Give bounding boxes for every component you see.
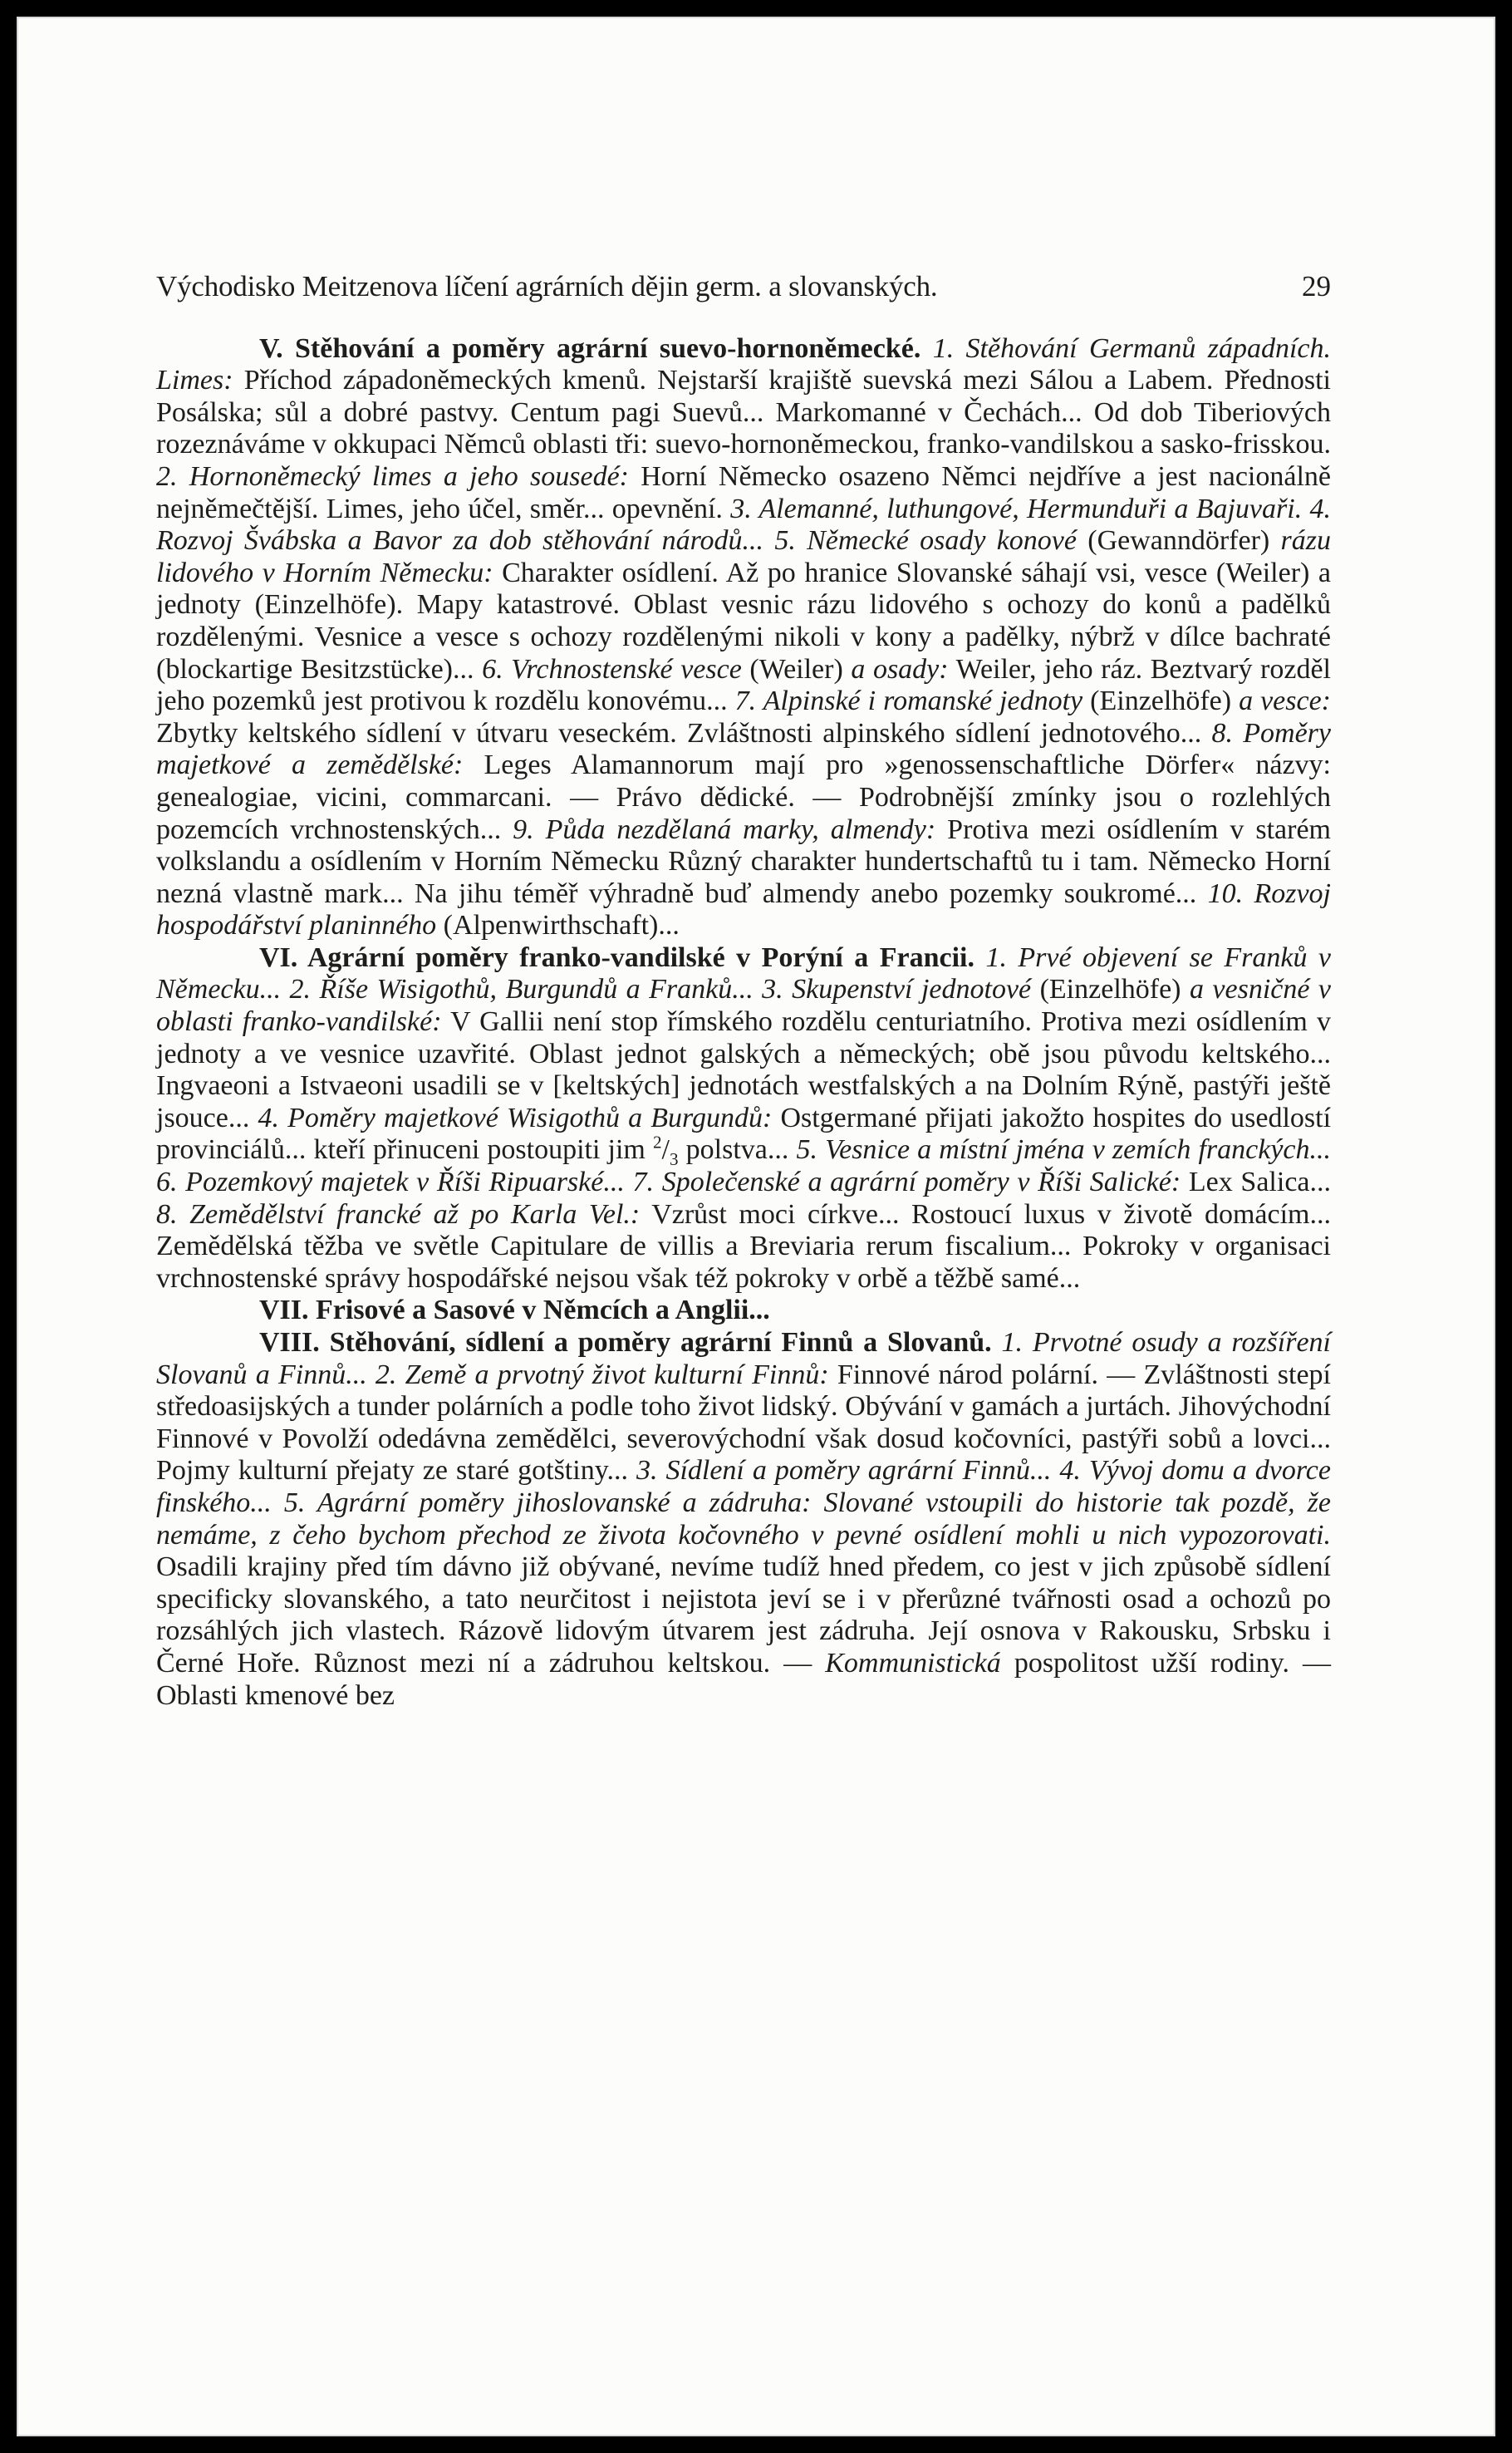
text-run: (Alpenwirthschaft)... bbox=[436, 910, 680, 941]
text-run: Lex Salica... bbox=[1181, 1167, 1331, 1198]
text-run: Weiler, jeho ráz. Beztvarý rozděl jeho pozemků jest protivou k rozdělu konovému... bbox=[156, 653, 1331, 717]
text-run: (Weiler) bbox=[741, 653, 852, 685]
italic-run: 4. Poměry majetkové Wisigothů a Burgundů: bbox=[258, 1102, 773, 1133]
italic-run: 3. Alemanné, luthungové, Hermunduři a Bajuvaři. 4. Rozvoj Švábska a Bavor za dob stěhování národů... 5. Německé osady konové bbox=[156, 493, 1331, 557]
text-run: Vzrůst moci církve... Rostoucí luxus v životě domácím... Zemědělská těžba ve světle Capitulare de villis a Breviaria rerum fiscalium... Pokroky v organisaci vrchnostenské správy hospodářské nejsou však též pokroky v orbě a těžbě samé... bbox=[156, 1198, 1331, 1294]
italic-run: 1. Prvé objevení se Franků v Německu... 2. Říše Wisigothů, Burgundů a Franků... 3. Skupenství jednotové bbox=[156, 941, 1331, 1005]
text-run: Finnové národ polární. — Zvláštnosti stepí středoasijských a tunder polárních a podle toho život lidský. Obývání v gamách a jurtách. Jihovýchodní Finnové v Povolží odedávna zemědělci, severovýchodní však dosud kočovníci, pastýři sobů a lovci... Pojmy kulturní přejaty ze staré gotštiny... bbox=[156, 1359, 1331, 1487]
italic-run: 6. Vrchnostenské vesce bbox=[482, 653, 742, 685]
italic-run: a vesce: bbox=[1239, 686, 1332, 717]
italic-run: Kommunistická bbox=[825, 1647, 1001, 1679]
text-run: (Gewanndörfer) bbox=[1076, 525, 1281, 557]
running-title: Východisko Meitzenova líčení agrárních dějin germ. a slovanských. bbox=[156, 270, 938, 302]
section-heading: VII. Frisové a Sasové v Němcích a Anglii... bbox=[259, 1295, 770, 1326]
fraction: $^2/_3$ bbox=[652, 1133, 679, 1170]
italic-run: 7. Alpinské i romanské jednoty bbox=[734, 686, 1083, 717]
running-header bbox=[156, 271, 1331, 303]
italic-run: 1. Prvotné osudy a rozšíření Slovanů a Finnů... 2. Země a prvotný život kulturní Finnů: bbox=[156, 1327, 1331, 1390]
italic-run: 8. Poměry majetkové a zemědělské: bbox=[156, 717, 1331, 781]
text-run: Ostgermané přijati jakožto hospites do usedlostí provinciálů... kteří přinuceni postoupiti jim bbox=[156, 1102, 1332, 1166]
section-heading: V. Stěhování a poměry agrární suevo-hornoněmecké. bbox=[259, 332, 921, 364]
text-run: Zbytky keltského sídlení v útvaru veseckém. Zvláštnosti alpinského sídlení jednotového... bbox=[156, 717, 1212, 749]
italic-run: 3. Sídlení a poměry agrární Finnů... 4. Vývoj domu a dvorce finského... 5. Agrární poměry jihoslovanské a zádruha: Slované vstoupili do historie tak pozdě, že nemáme, z čeho bychom přechod ze života kočovného v pevné osídlení mohli u nich vypozorovati. bbox=[156, 1455, 1331, 1551]
italic-run: a vesničné v oblasti franko-vandilské: bbox=[156, 974, 1331, 1038]
italic-run: 8. Zemědělství francké až po Karla Vel.: bbox=[156, 1198, 641, 1230]
text-run: Charakter osídlení. Až po hranice Slovanské sáhají vsi, vesce (Weiler) a jednoty (Einzelhöfe). Mapy katastrové. Oblast vesnic rázu lidového s ochozy do konů a padělků rozdělenými. Vesnice a vesce s ochozy rozdělenými nikoli v kony a padělky, nýbrž v dílce bachraté (blockartige Besitzstücke)... bbox=[156, 557, 1331, 685]
section-vi bbox=[156, 942, 1331, 1295]
text-run: Leges Alamannorum mají pro »genossenschaftliche Dörfer« názvy: genealogiae, vicini, commarcani. — Právo dědické. — Podrobnější zmínky jsou o rozlehlých pozemcích vrchnostenských... bbox=[156, 750, 1331, 845]
italic-run: rázu lidového v Horním Německu: bbox=[156, 525, 1331, 588]
text-run bbox=[920, 333, 932, 364]
book-page bbox=[17, 17, 1495, 2436]
italic-run: 5. Vesnice a místní jména v zemích franckých... 6. Pozemkový majetek v Říši Ripuarské... 7. Společenské a agrární poměry v Říši Salické: bbox=[156, 1134, 1331, 1198]
text-run: Osadili krajiny před tím dávno již obývané, nevíme tudíž hned předem, co jest v jich způsobě sídlení specificky slovanského, a tato neurčitost i nejistota jeví se i v přerůzné tvářnosti osad a ochozů po rozsáhlých jich vlastech. Rázově lidovým útvarem jest zádruha. Její osnova v Rakousku, Srbsku i Černé Hoře. Různost mezi ní a zádruhou keltskou. — bbox=[156, 1551, 1331, 1679]
italic-run: 1. Stěhování Germanů západních. Limes: bbox=[156, 332, 1331, 396]
section-heading: VI. Agrární poměry franko-vandilské v Porýní a Francii. bbox=[259, 941, 974, 973]
text-run bbox=[974, 942, 985, 973]
text-run: V Gallii není stop římského rozdělu centuriatního. Protiva mezi osídlením v jednoty a ve vesnice uzavřité. Oblast jednot galských a německých; obě jsou původu keltského... Ingvaeoni a Istvaeoni usadili se v [keltských] jednotách westfalských a na Dolním Rýně, pastýři ještě jsouce... bbox=[156, 1006, 1331, 1133]
italic-run: 9. Půda nezdělaná marky, almendy: bbox=[513, 814, 936, 845]
text-run: (Einzelhöfe) bbox=[1031, 974, 1190, 1005]
text-run: Protiva mezi osídlením v starém volkslandu a osídlením v Horním Německu Různý charakter hundertschaftů tu i tam. Německo Horní nezná vlastně mark... Na jihu téměř výhradně buď almendy anebo pozemky soukromé... bbox=[156, 814, 1331, 909]
section-body bbox=[156, 942, 1331, 1294]
text-run: pospolitost užší rodiny. — Oblasti kmenové bez bbox=[156, 1647, 1331, 1711]
section-v bbox=[156, 333, 1331, 942]
text-run: (Einzelhöfe) bbox=[1082, 686, 1240, 717]
section-body bbox=[156, 333, 1331, 941]
italic-run: 10. Rozvoj hospodářství planinného bbox=[156, 877, 1331, 941]
page-number: 29 bbox=[1302, 270, 1331, 302]
italic-run: a osady: bbox=[851, 653, 949, 685]
italic-run: 2. Hornoněmecký limes a jeho sousedé: bbox=[156, 460, 630, 492]
page-text bbox=[156, 271, 1331, 1712]
text-run bbox=[992, 1327, 1002, 1358]
section-viii bbox=[156, 1327, 1331, 1712]
section-vii bbox=[156, 1295, 1331, 1327]
section-heading: VIII. Stěhování, sídlení a poměry agrární Finnů a Slovanů. bbox=[259, 1327, 992, 1358]
text-run: polstva... bbox=[678, 1134, 797, 1166]
text-run: Horní Německo osazeno Němci nejdříve a jest nacionálně nejněmečtější. Limes, jeho účel, směr... opevnění. bbox=[156, 460, 1331, 524]
section-body bbox=[156, 1327, 1331, 1711]
text-run: Příchod západoněmeckých kmenů. Nejstarší krajiště suevská mezi Sálou a Labem. Přednosti Posálska; sůl a dobré pastvy. Centum pagi Suevů... Markomanné v Čechách... Od dob Tiberiových rozeznáváme v okkupaci Němců oblasti tři: suevo-hornoněmeckou, franko-vandilskou a sasko-frisskou. bbox=[156, 365, 1331, 460]
